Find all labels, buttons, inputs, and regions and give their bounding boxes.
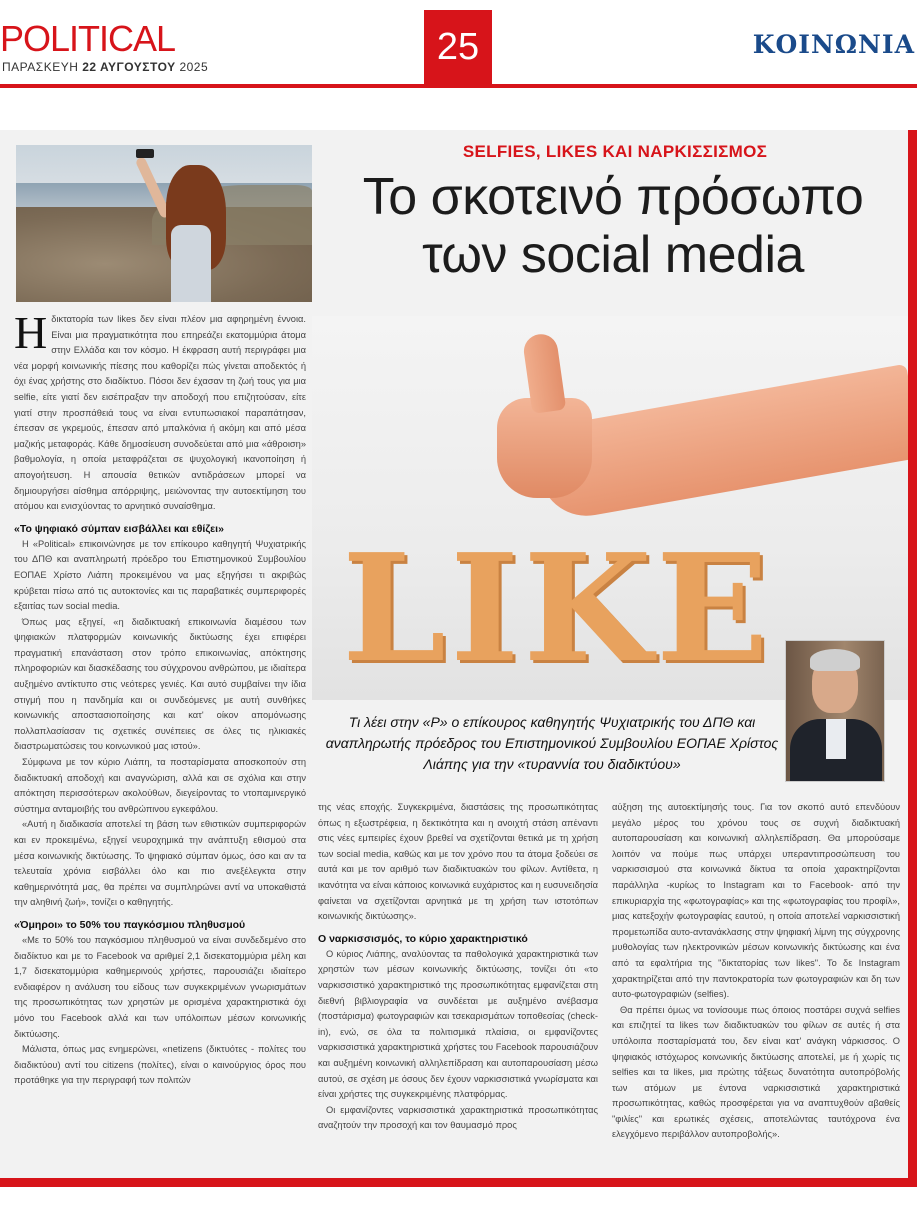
article-intro: Τι λέει στην «Ρ» ο επίκουρος καθηγητής Ψυχιατρικής του ΔΠΘ και αναπληρωτής πρόεδρος του Επιστημονικού Συμβουλίου ΕΟΠΑΕ Χρίστος Λιάπης για την «τυραννία του διαδικτύου»: [325, 714, 779, 772]
paragraph: της νέας εποχής. Συγκεκριμένα, διαστάσεις της προσωπικότητας όπως η εξωστρέφεια, η δεκτικότητα και η ανοιχτή στάση απέναντι στις νέες εμπειρίες έχουν βρεθεί να σχετίζονται θετικά με τη χρήση των social media, καθώς και με τον χρόνο που τα άτομα ξοδεύει σε αυτά και με τον αριθμό των διαδικτυακών του φίλων. Αντίθετα, η ικανότητα να είναι κάποιος κοινωνικά ευχάριστος και η ευσυνειδησία φαίνεται να σχετίζονται αρνητικά με τη χρήση των ιστοτόπων κοινωνικής δικτύωσης».: [318, 802, 598, 922]
header-rule: [0, 84, 917, 88]
frame-border-bottom: [0, 1178, 917, 1187]
paragraph: Σύμφωνα με τον κύριο Λιάπη, τα ποσταρίσματα αποσκοπούν στη διαδικτυακή αποδοχή και αναγνώριση, αλλά και σε σχόλια και στην απόκτηση περισσότερων ακολούθων, διεγείροντας το ντοπαμινεργικό σύστημα ανταμοιβής του ανθρώπινου εγκεφάλου.: [14, 757, 306, 814]
headline-line-2: των social media: [422, 226, 804, 284]
portrait-shirt: [826, 719, 846, 759]
body-column-1: [14, 312, 306, 1170]
paragraph: Όπως μας εξηγεί, «η διαδικτυακή επικοινωνία διαμέσου των ψηφιακών πλατφορμών κοινωνικής δικτύωσης έχει επιφέρει πραγματική επανάσταση στον τρόπο επικοινωνίας, απόκτησης πληροφοριών και διασκέδασης του σύγχρονου ανθρώπου, με ιδιαίτερα αυξημένο αντίκτυπο στις νεότερες γενιές. Και αυτό συμβαίνει την ίδια στιγμή που η πανδημία και οι συνδεόμενες με αυτή συνθήκες κοινωνικής αποστασιοποίησης και κατ' οίκον απομόνωσης πολλαπλασίασαν τις σχετικές συνέπειες σε όλες τις ηλικιακές διαστρωματώσεις του κοινωνικού μας ιστού».: [14, 616, 306, 752]
issue-date: [2, 60, 208, 74]
date-day: ΠΑΡΑΣΚΕΥΗ: [2, 60, 79, 74]
subhead-hostages: «Όμηροι» το 50% του παγκόσμιου πληθυσμού: [14, 918, 246, 931]
section-label-right: ΚΟΙΝΩΝΙΑ: [752, 30, 915, 59]
date-main: 22 ΑΥΓΟΥΣΤΟΥ: [82, 60, 176, 74]
article-headline: [318, 168, 908, 284]
phone-icon: [136, 149, 154, 158]
paragraph: «Με το 50% του παγκόσμιου πληθυσμού να είναι συνδεδεμένο στο διαδίκτυο και με το Facebook να αριθμεί 2,1 δισεκατομμύρια μέλη και 1,7 δισεκατομμύρια καθημερινούς χρήστες, παρουσιάζει ιδιαίτερο ενδιαφέρον η ανάλυση του είδους των συγκεκριμένων γνωρισμάτων της προσωπικότητας των χρηστών με ορισμένα χαρακτηριστικά όχι μόνο του Facebook αλλά και των υπόλοιπων μέσων κοινωνικής δικτύωσης.: [14, 934, 306, 1039]
body-column-2: [318, 800, 598, 1170]
photo-woman-body: [171, 225, 211, 302]
paragraph: Ο κύριος Λιάπης, αναλύοντας τα παθολογικά χαρακτηριστικά των χρηστών των μέσων κοινωνικής δικτύωσης, τονίζει ότι «το ναρκισσιστικό χαρακτηριστικό της προσωπικότητας εμφανίζεται στη διεθνή βιβλιογραφία να συνδέεται με αυξημένο ανέβασμα (ποστάρισμα) φωτογραφιών και τσεκαρισμάτων τοποθεσίας (check-in), ενώ, σε όλα τα πολιτισμικά πλαίσια, οι εμφανίζοντες ναρκισσιστικά χαρακτηριστικά χρήστες του Facebook παρουσιάζουν και αυξημένη κοινωνική αλληλεπίδραση και αυτοπαρουσίαση μέσω αυτού, σε σχέση με όσους δεν έχουν ναρκισσιστικά γνωρίσματα και είναι χρήστες της συγκεκριμένης πλατφόρμας.: [318, 948, 598, 1100]
page-number: 25: [424, 10, 492, 84]
lead-paragraph: [14, 312, 306, 515]
paragraph: Θα πρέπει όμως να τονίσουμε πως όποιος ποστάρει συχνά selfies και επιζητεί τα likes των διαδικτυακών του φίλων σε αυτές ή στα υπόλοιπα ποσταρίσματά του, δεν είναι κατ' ανάγκη νάρκισσος. Ο ψηφιακός ιστόχωρος κοινωνικής δικτύωσης αποτελεί, με ή χωρίς τις selfies και τα likes, μια πρώτης τάξεως δυνατότητα αυτοπρόβολής των ατόμων με έντονα ναρκισσιστικά χαρακτηριστικά προσωπικότητας, καθώς προσφέρεται για να αναπτυχθούν αβαθείς "φιλίες" και ερωτικές σχέσεις, αποτελώντας ταυτόχρονα ένα ελεγχόμενο περιβάλλον αυτοπροβολής».: [612, 1004, 900, 1140]
lead-text: δικτατορία των likes δεν είναι πλέον μια αφηρημένη έννοια. Είναι μια πραγματικότητα που επηρεάζει εκατομμύρια άτομα στην Ελλάδα και τον κόσμο. Η έκφραση αυτή περιγράφει μια νέα μορφή κοινωνικής πίεσης που καθορίζει πώς γίνεται αποδεκτός ή όχι ένας χρήστης στο διαδίκτυο. Πόσοι δεν έχασαν τη ζωή τους για μια selfie, είτε γιατί δεν εισέπραξαν την αποδοχή που επιζητούσαν, είτε γιατί στην προσπάθειά τους να είναι εντυπωσιακοί παραπάτησαν, έπεσαν σε γκρεμούς, έπεσαν από μπαλκόνια ή ακόμη και από μέσα μαζικής μεταφοράς. Κάθε δημοσίευση συνοδεύεται από μια «άθροιση» βαθμολογία, η οποία μεταφράζεται σε ψυχολογική ικανοποίηση ή απογοήτευση. Η απουσία θετικών αντιδράσεων μπορεί να δημιουργήσει αίσθημα απόρριψης, μειώνοντας την αυτοεκτίμηση του ατόμου και ενισχύοντας το αρνητικό συναίσθημα.: [14, 314, 306, 512]
selfie-photo: [16, 145, 312, 302]
like-letters: LIKE: [342, 521, 773, 695]
portrait-hair: [810, 649, 860, 671]
article-kicker: SELFIES, LIKES ΚΑΙ ΝΑΡΚΙΣΣΙΣΜΟΣ: [462, 142, 768, 161]
paragraph: «Αυτή η διαδικασία αποτελεί τη βάση των εθιστικών συμπεριφορών και εν προκειμένω, εξηγεί νευροχημικά την ανάπτυξη εθισμού στα μέσα κοινωνικής δικτύωσης. Το ψηφιακό σύμπαν όμως, όσο και αν τα τελευταία χρόνια εισβάλλει όλο και πιο ανεξέλεγκτα στην καθημερινότητά μας, θα πρέπει να συμπληρώνει αντί να υποκαθιστά την αληθινή ζωή», τονίζει ο καθηγητής.: [14, 819, 306, 908]
author-portrait: [785, 640, 885, 782]
frame-border-right: [908, 130, 917, 1186]
paragraph: αύξηση της αυτοεκτίμησής τους. Για τον σκοπό αυτό επενδύουν μεγάλο μέρος του χρόνου τους σε συχνή διαδικτυακή αυτοπαρουσίαση και κοινωνική αλληλεπίδραση. Θα μπορούσαμε λοιπόν να πούμε πως υπάρχει υπεραντιπροσώπευση του ναρκισσισμού στα κοινωνικά δίκτυα τα οποία χαρακτηρίζονται παράλληλα -κυρίως το Instagram και το Facebook- από την επικυριαρχία της «φωτογραφίας» και της «φωτογραφίας του προφίλ», μιας κατεξοχήν φωτογραφίας εαυτού, η οποία αποτελεί ναρκισσιστική προμετωπίδα αυτο-αντανάκλασης στην ψηφιακή λίμνη της σύγχρονης μυθολογίας των ηλεκτρονικών μέσων κοινωνικής δικτύωσης και ένα από τα εφαλτήρια της "δικτατορίας των likes". Το δε Instagram χαρακτηρίζεται από την παντοκρατορία των φωτογραφιών και δη των αυτο-φωτογραφιών (selfies).: [612, 802, 900, 1000]
drop-cap: Η: [14, 312, 48, 358]
date-year: 2025: [179, 60, 209, 74]
paragraph: Μάλιστα, όπως μας ενημερώνει, «netizens (δικτυότες - πολίτες του διαδικτύου) αντί του citizens (πολίτες), είναι ο καινούργιος όρος που προτάθηκε για την περιγραφή των πολιτών: [14, 1044, 306, 1086]
paragraph: Οι εμφανίζοντες ναρκισσιστικά χαρακτηριστικά προσωπικότητας αναζητούν την προσοχή και τον θαυμασμό προς: [318, 1104, 598, 1131]
headline-line-1: Το σκοτεινό πρόσωπο: [362, 168, 864, 226]
section-name: POLITICAL: [0, 18, 176, 59]
subhead-digital-universe: «Το ψηφιακό σύμπαν εισβάλλει και εθίζει»: [14, 522, 224, 535]
page-header: [0, 0, 917, 92]
body-column-3: [612, 800, 900, 1170]
subhead-narcissism: Ο ναρκισσισμός, το κύριο χαρακτηριστικό: [318, 932, 528, 945]
photo-fist: [497, 398, 592, 498]
paragraph: Η «Political» επικοινώνησε με τον επίκουρο καθηγητή Ψυχιατρικής του ΔΠΘ και αναπληρωτή πρόεδρο του Επιστημονικού Συμβουλίου ΕΟΠΑΕ Χρίστο Λιάπη προκειμένου να μας εξηγήσει τι ακριβώς κρύβεται πίσω από τις αυτοκτονίες και τις παραβατικές συμπεριφορές εξαιτίας των social media.: [14, 538, 306, 612]
